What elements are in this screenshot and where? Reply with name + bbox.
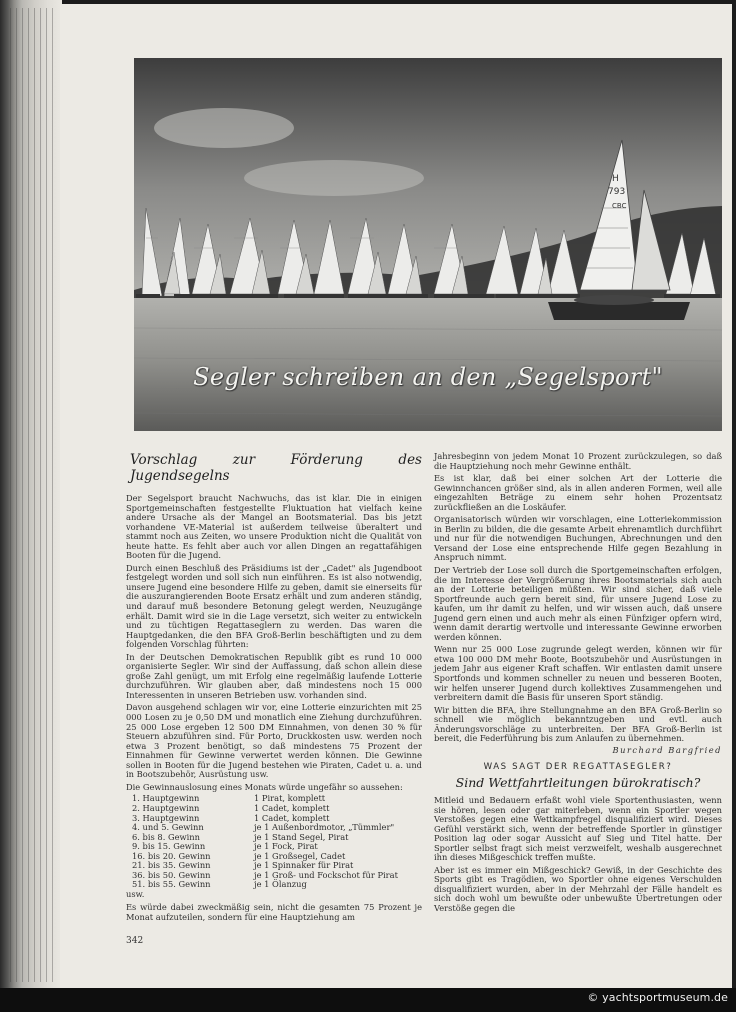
- page-number: 342: [126, 936, 144, 946]
- left-column: [126, 452, 422, 926]
- right-column: [434, 452, 722, 917]
- section-kicker: WAS SAGT DER REGATTASEGLER?: [483, 762, 673, 773]
- prize-rank: 51. bis 55. Gewinn: [132, 879, 211, 890]
- paragraph: Mitleid und Bedauern erfaßt wohl viele Sportenthusiasten, wenn sie hören, lesen oder gar miterleben, wenn ein Sportler wegen Verstoßes gegen eine Wettkampfregel disqualifiziert wird. Dieses Gefühl verstärkt sich, wenn der betreffende Sportler in günstiger Position lag oder sogar Aussicht auf Sieg und Titel hatte. Der Sportler selbst fragt sich meist verzweifelt, weshalb ausgerechnet ihn dieses Mißgeschick treffen mußte.: [434, 794, 722, 863]
- prize-rank: 2. Hauptgewinn: [132, 802, 200, 813]
- sail-letter: H: [612, 174, 619, 184]
- prize-rank: 9. bis 15. Gewinn: [132, 841, 206, 852]
- paragraph: Organisatorisch würden wir vorschlagen, eine Lotteriekommission in Berlin zu bilden, die die gesamte Arbeit ehrenamtlich durchführt und nur für die notwendigen Buchungen, Abrechnungen und den Versand der Lose eine entsprechende Hilfe gegen Bezahlung in Anspruch nimmt.: [434, 514, 722, 563]
- paragraph: Aber ist es immer ein Mißgeschick? Gewiß, in der Geschichte des Sports gibt es Tragödien, wo Sportler ohne eigenes Verschulden disqualifiziert wurden, aber in der Mehrzahl der Fälle handelt es sich doch wohl um bewußte oder unbewußte Übertretungen oder Verstöße gegen die: [434, 864, 722, 913]
- prize-rank: 36. bis 50. Gewinn: [132, 869, 211, 880]
- prize-item: 1 Cadet, komplett: [254, 802, 330, 813]
- prize-row: [126, 880, 422, 890]
- sail-number: 793: [608, 187, 626, 197]
- prize-item: je 1 Ölanzug: [254, 879, 307, 890]
- paragraph: In der Deutschen Demokratischen Republik gibt es rund 10 000 organisierte Segler. Wir sind der Auffassung, daß schon allein diese große Zahl genügt, um mit Erfolg eine regelmäßig laufende Lotterie durchzuführen. Wir glauben aber, daß mindestens noch 15 000 Interessenten in unseren Betrieben usw. vorhanden sind.: [126, 651, 422, 700]
- paragraph: Der Segelsport braucht Nachwuchs, das ist klar. Die in einigen Sportgemeinschaften festgestellte Fluktuation hat vielfach keine andere Ursache als der Mangel an Bootsmaterial. Das bis jetzt vorhandene VE-Material ist außerdem teilweise überaltert und stammt noch aus Zeiten, wo unsere Produktion nicht die Qualität von heute hatte. Es fehlt aber auch vor allen Dingen an regattafähigen Booten für die Jugend.: [126, 493, 422, 561]
- prize-rank: 21. bis 35. Gewinn: [132, 860, 211, 871]
- prize-list: [126, 794, 422, 899]
- paragraph: Wir bitten die BFA, ihre Stellungnahme an den BFA Groß-Berlin so schnell wie möglich bekanntzugeben und evtl. auch Änderungsvorschläge zu unterbreiten. Der BFA Groß-Berlin ist bereit, die Federführung bis zum Anlaufen zu übernehmen.: [434, 704, 722, 744]
- article-heading-2: Sind Wettfahrtleitungen bürokratisch?: [455, 774, 701, 790]
- paragraph: Davon ausgehend schlagen wir vor, eine Lotterie einzurichten mit 25 000 Losen zu je 0,50 DM und monatlich eine Ziehung durchzuführen. 25 000 Lose ergeben 12 500 DM Einnahmen, von denen 30 % für Steuern abzuführen sind. Für Porto, Druckkosten usw. werden noch etwa 3 Prozent benötigt, so daß mindestens 75 Prozent der Einnahmen für Gewinne verwertet werden können. Die Gewinne sollen in Booten für die Jugend bestehen wie Piraten, Cadet u. a. und in Bootszubehör, Ausrüstung usw.: [126, 702, 422, 780]
- prize-item: je 1 Groß- und Fockschot für Pirat: [254, 869, 398, 880]
- prize-rank: 4. und 5. Gewinn: [132, 822, 204, 833]
- prize-item: je 1 Fock, Pirat: [254, 841, 318, 852]
- prize-item: 1 Cadet, komplett: [254, 812, 330, 823]
- prize-rank: 1. Hauptgewinn: [132, 793, 200, 804]
- paragraph: Jahresbeginn von jedem Monat 10 Prozent zurückzulegen, so daß die Hauptziehung noch mehr Gewinne enthält.: [434, 451, 722, 471]
- prize-list-tail: usw.: [126, 888, 145, 899]
- paragraph: Durch einen Beschluß des Präsidiums ist der „Cadet" als Jugendboot festgelegt worden und soll sich nun einführen. Es ist also notwendig, unsere Jugend eine besondere Hilfe zu geben, damit sie einerseits für die auszurangierenden Boote Ersatz erhält und zum anderen ständig, und darauf muß besondere Betonung gelegt werden, Neuzugänge erhält. Damit wird sie in die Lage versetzt, sich weiter zu entwickeln und zu tüchtigen Regattaseglern zu werden. Das waren die Hauptgedanken, die den BFA Groß-Berlin beschäftigten und zu dem folgenden Vorschlag führten:: [126, 562, 422, 650]
- prize-item: je 1 Großsegel, Cadet: [254, 850, 346, 861]
- prize-rank: 3. Hauptgewinn: [132, 812, 200, 823]
- book-binding: [0, 0, 62, 990]
- author-signature: Burchard Bargfried: [612, 744, 722, 755]
- paragraph: Es ist klar, daß bei einer solchen Art der Lotterie die Gewinnchancen größer sind, als in allen anderen Formen, weil alle eingezahlten Beträge zu einem sehr hohen Prozentsatz zurückfließen an die Loskäufer.: [434, 473, 722, 512]
- watermark: © yachtsportmuseum.de: [587, 991, 728, 1004]
- regatta-photo: [134, 58, 722, 431]
- prize-rank: 16. bis 20. Gewinn: [132, 850, 211, 861]
- paragraph: Der Vertrieb der Lose soll durch die Sportgemeinschaften erfolgen, die im Interesse der Vergrößerung ihres Bootsmaterials sich auch an der Lotterie beteiligen müßten. Wir sind sicher, daß viele Sportfreunde auch gern bereit sind, für unsere Jugend Lose zu kaufen, um ihr damit zu helfen, und wir wissen auch, daß unsere Jugend gern einen und auch mehr als einen Fünfziger opfern wird, wenn damit derartig wertvolle und interessante Gewinne erworben werden können.: [434, 565, 722, 642]
- prize-item: je 1 Spinnaker für Pirat: [254, 860, 354, 871]
- photo-overlay-title: Segler schreiben an den „Segelsport": [193, 363, 663, 391]
- paragraph: Es würde dabei zweckmäßig sein, nicht die gesamten 75 Prozent je Monat aufzuteilen, sondern für eine Hauptziehung am: [126, 902, 422, 922]
- article-heading: Vorschlag zur Förderung des Jugendsegelns: [130, 452, 422, 484]
- sail-code: CBC: [612, 202, 627, 210]
- prize-item: 1 Pirat, komplett: [254, 793, 326, 804]
- prize-item: je 1 Stand Segel, Pirat: [254, 831, 349, 842]
- prize-item: je 1 Außenbordmotor, „Tümmler": [254, 822, 395, 833]
- paragraph: Die Gewinnauslosung eines Monats würde ungefähr so aussehen:: [126, 781, 403, 792]
- paragraph: Wenn nur 25 000 Lose zugrunde gelegt werden, können wir für etwa 100 000 DM mehr Boote, Bootszubehör und Ausrüstungen in jedem Jahr aus eigener Kraft schaffen. Wir entlasten damit unsere Sportfonds und kommen schneller zu neuen und besseren Booten, wir helfen unserer Jugend durch kollektives Zusammengehen und verbreitern damit die Basis für unseren Sport ständig.: [434, 644, 722, 703]
- prize-rank: 6. bis 8. Gewinn: [132, 831, 200, 842]
